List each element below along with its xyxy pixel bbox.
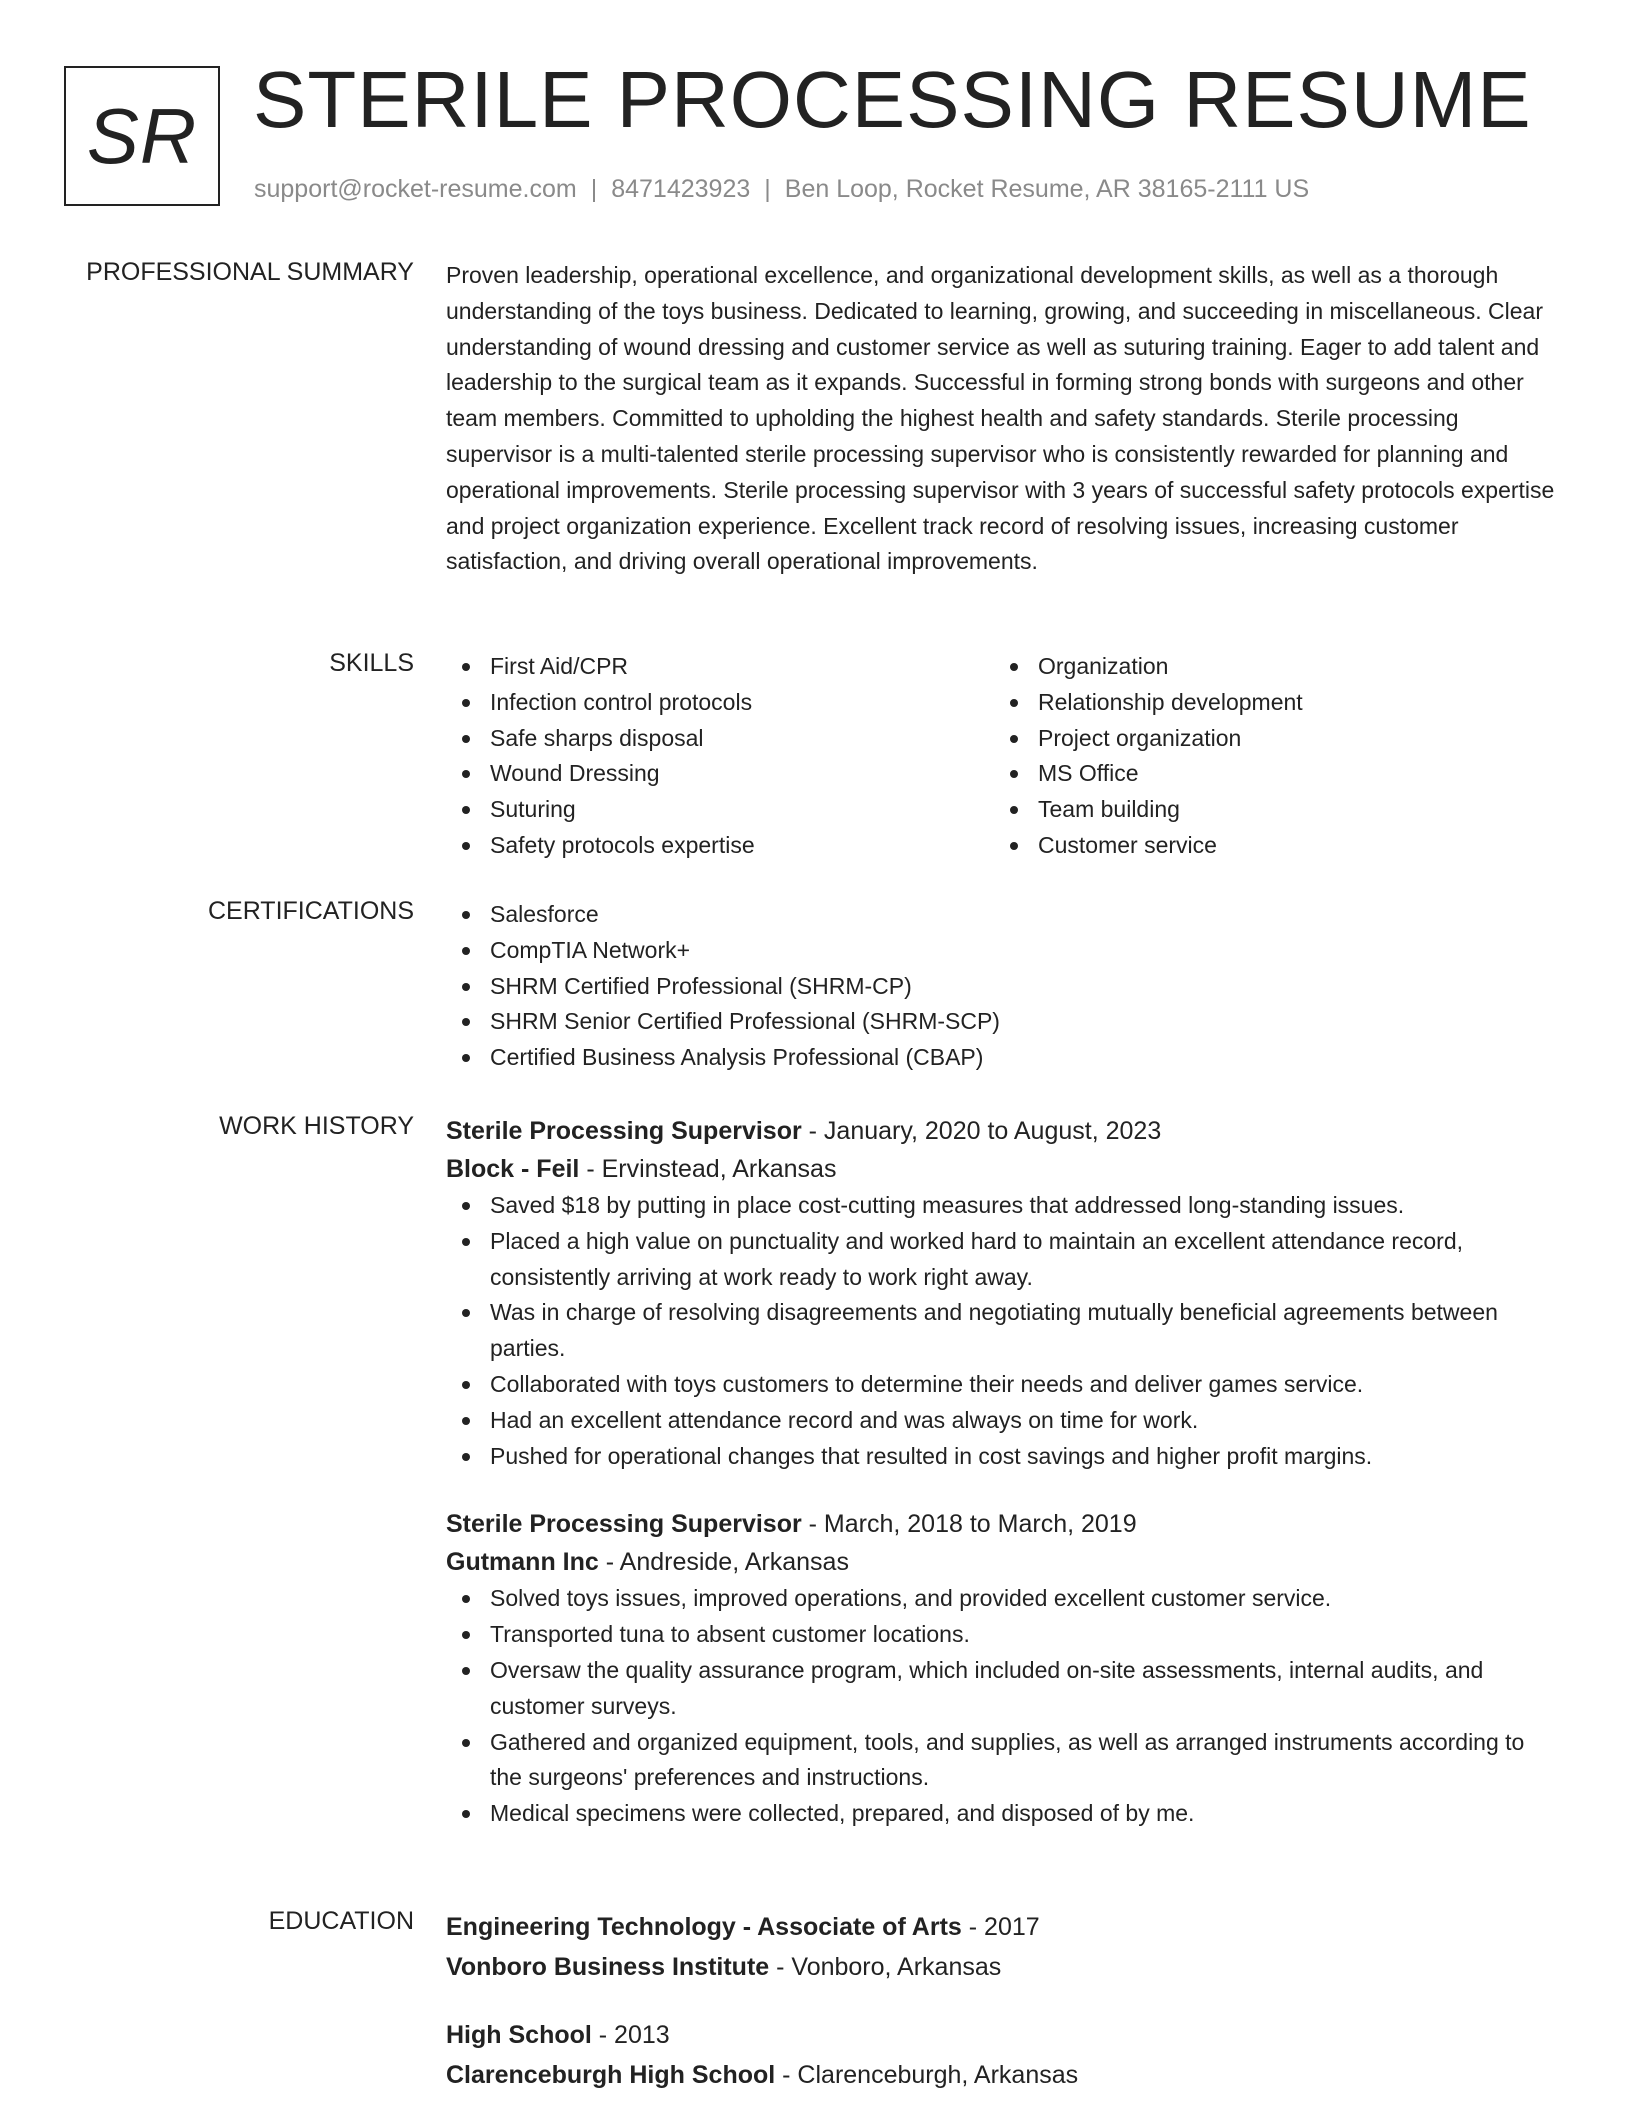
- job-dates: - March, 2018 to March, 2019: [808, 1510, 1137, 1539]
- job-title-line: [446, 1112, 1556, 1150]
- education-year: - 2017: [968, 1913, 1040, 1941]
- skill-item: Safe sharps disposal: [446, 721, 994, 757]
- education-location: - Clarenceburgh, Arkansas: [782, 2061, 1079, 2089]
- job-bullet: Oversaw the quality assurance program, which included on-site assessments, internal audits, and customer surveys.: [446, 1653, 1556, 1725]
- job-bullet: Gathered and organized equipment, tools, and supplies, as well as arranged instruments according to the surgeons' preferences and instructions.: [446, 1725, 1556, 1797]
- job-bullet: Was in charge of resolving disagreements and negotiating mutually beneficial agreements between parties.: [446, 1295, 1556, 1367]
- education-degree-line: [446, 1907, 1556, 1947]
- job-entry: [446, 1505, 1556, 1832]
- job-bullet: Solved toys issues, improved operations, and provided excellent customer service.: [446, 1581, 1556, 1617]
- skills-list-left: [446, 649, 994, 864]
- education-entry: [446, 2015, 1556, 2095]
- section-label-summary: PROFESSIONAL SUMMARY: [86, 258, 414, 286]
- summary-text: Proven leadership, operational excellence, and organizational development skills, as well as a thorough understanding of the toys business. Dedicated to learning, growing, and succeeding in miscellaneous. Clear understanding of wound dressing and customer service as well as suturing training. Eager to add talent and leadership to the surgical team as it expands. Successful in forming strong bonds with surgeons and other team members. Committed to upholding the highest health and safety standards. Sterile processing supervisor is a multi-talented sterile processing supervisor who is consistently rewarded for planning and operational improvements. Sterile processing supervisor with 3 years of successful safety protocols expertise and project organization experience. Excellent track record of resolving issues, increasing customer satisfaction, and driving overall operational improvements.: [446, 262, 1555, 575]
- skill-item: Team building: [994, 792, 1542, 828]
- skill-item: First Aid/CPR: [446, 649, 994, 685]
- job-location: - Ervinstead, Arkansas: [586, 1155, 837, 1183]
- skill-item: MS Office: [994, 756, 1542, 792]
- job-bullet: Had an excellent attendance record and was always on time for work.: [446, 1403, 1556, 1439]
- skill-item: Infection control protocols: [446, 685, 994, 721]
- contact-address: Ben Loop, Rocket Resume, AR 38165-2111 US: [784, 175, 1310, 203]
- education-school-line: [446, 1947, 1556, 1987]
- education-entry: [446, 1907, 1556, 1987]
- certification-item: SHRM Senior Certified Professional (SHRM-SCP): [446, 1004, 1556, 1040]
- contact-separator: |: [590, 175, 598, 203]
- job-bullet: Collaborated with toys customers to determine their needs and deliver games service.: [446, 1367, 1556, 1403]
- certifications-list: [446, 897, 1556, 1076]
- section-label-certifications: CERTIFICATIONS: [207, 897, 414, 925]
- skill-item: Safety protocols expertise: [446, 828, 994, 864]
- job-entry: [446, 1112, 1556, 1474]
- education-school: Vonboro Business Institute: [446, 1953, 770, 1981]
- education-school-line: [446, 2055, 1556, 2095]
- monogram-logo: SR: [64, 66, 220, 206]
- education-school: Clarenceburgh High School: [446, 2061, 776, 2089]
- education-degree: High School: [446, 2021, 592, 2049]
- skills-list-right: [994, 649, 1542, 864]
- job-company: Gutmann Inc: [446, 1548, 599, 1577]
- section-label-skills: SKILLS: [329, 649, 414, 677]
- contact-phone[interactable]: 8471423923: [611, 175, 751, 203]
- page-title: STERILE PROCESSING RESUME: [253, 55, 1532, 144]
- job-bullet: Placed a high value on punctuality and worked hard to maintain an excellent attendance record, consistently arriving at work ready to work right away.: [446, 1224, 1556, 1296]
- contact-separator: |: [764, 175, 771, 203]
- job-bullet: Medical specimens were collected, prepared, and disposed of by me.: [446, 1796, 1556, 1832]
- job-bullet: Transported tuna to absent customer locations.: [446, 1617, 1556, 1653]
- skill-item: Customer service: [994, 828, 1542, 864]
- job-dates: - January, 2020 to August, 2023: [808, 1117, 1162, 1145]
- certification-item: Certified Business Analysis Professional (CBAP): [446, 1040, 1556, 1076]
- job-company-line: [446, 1543, 1556, 1581]
- job-location: - Andreside, Arkansas: [605, 1548, 849, 1577]
- skill-item: Wound Dressing: [446, 756, 994, 792]
- job-bullet: Pushed for operational changes that resulted in cost savings and higher profit margins.: [446, 1439, 1556, 1475]
- job-bullets: [446, 1581, 1556, 1832]
- contact-line: [254, 175, 1309, 204]
- education-degree: Engineering Technology - Associate of Arts: [446, 1913, 962, 1941]
- skill-item: Suturing: [446, 792, 994, 828]
- education-degree-line: [446, 2015, 1556, 2055]
- skill-item: Project organization: [994, 721, 1542, 757]
- section-label-education: EDUCATION: [268, 1907, 414, 1935]
- certification-item: CompTIA Network+: [446, 933, 1556, 969]
- job-bullet: Saved $18 by putting in place cost-cutting measures that addressed long-standing issues.: [446, 1188, 1556, 1224]
- job-company: Block - Feil: [446, 1155, 580, 1183]
- job-title-line: [446, 1505, 1556, 1543]
- contact-email[interactable]: support@rocket-resume.com: [254, 175, 577, 203]
- job-company-line: [446, 1150, 1556, 1188]
- job-title: Sterile Processing Supervisor: [446, 1117, 802, 1145]
- education-location: - Vonboro, Arkansas: [776, 1953, 1002, 1981]
- job-bullets: [446, 1188, 1556, 1474]
- certification-item: SHRM Certified Professional (SHRM-CP): [446, 969, 1556, 1005]
- skill-item: Relationship development: [994, 685, 1542, 721]
- education-year: - 2013: [598, 2021, 670, 2049]
- skill-item: Organization: [994, 649, 1542, 685]
- job-title: Sterile Processing Supervisor: [446, 1510, 802, 1539]
- certification-item: Salesforce: [446, 897, 1556, 933]
- section-label-work: WORK HISTORY: [219, 1112, 414, 1140]
